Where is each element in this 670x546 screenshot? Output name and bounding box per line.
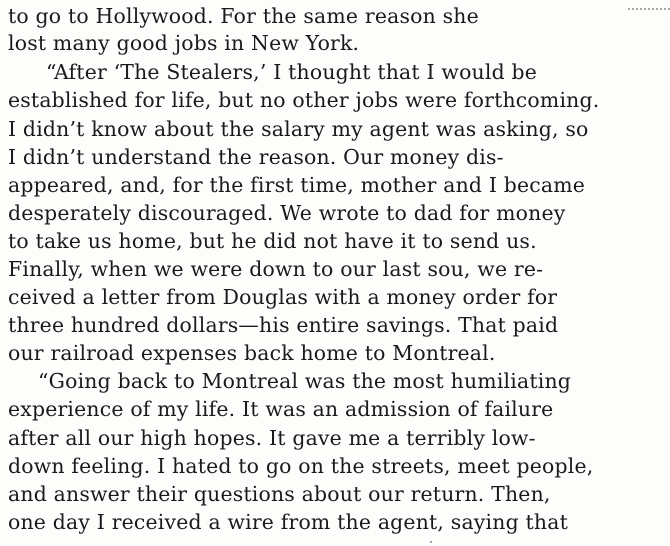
text-line-11: ceived a letter from Douglas with a money order for bbox=[8, 285, 558, 309]
text-line-6: I didn’t understand the reason. Our money dis- bbox=[8, 145, 504, 169]
text-line-1: to go to Hollywood. For the same reason she bbox=[8, 4, 479, 28]
text-line-10: Finally, when we were down to our last sou, we re- bbox=[8, 257, 544, 281]
text-line-5: I didn’t know about the salary my agent was asking, so bbox=[8, 117, 589, 141]
paper-speck bbox=[430, 541, 432, 543]
text-line-2: lost many good jobs in New York. bbox=[8, 31, 360, 55]
text-line-9: to take us home, but he did not have it to send us. bbox=[8, 229, 537, 253]
text-line-8: desperately discouraged. We wrote to dad for money bbox=[8, 201, 566, 225]
text-line-15: experience of my life. It was an admission of failure bbox=[8, 397, 554, 421]
text-line-17: down feeling. I hated to go on the streets, meet people, bbox=[8, 454, 594, 478]
text-line-3: “After ‘The Stealers,’ I thought that I would be bbox=[46, 60, 538, 84]
text-line-13: our railroad expenses back home to Montreal. bbox=[8, 341, 496, 365]
corner-mark bbox=[628, 0, 670, 10]
text-line-7: appeared, and, for the first time, mother and I became bbox=[8, 173, 586, 197]
text-line-18: and answer their questions about our return. Then, bbox=[8, 482, 551, 506]
text-line-4: established for life, but no other jobs were forthcoming. bbox=[8, 88, 600, 112]
text-line-16: after all our high hopes. It gave me a terribly low- bbox=[8, 426, 536, 450]
text-line-19: one day I received a wire from the agent, saying that bbox=[8, 510, 568, 534]
text-line-14: “Going back to Montreal was the most humiliating bbox=[38, 369, 572, 393]
text-line-12: three hundred dollars—his entire savings. That paid bbox=[8, 313, 559, 337]
